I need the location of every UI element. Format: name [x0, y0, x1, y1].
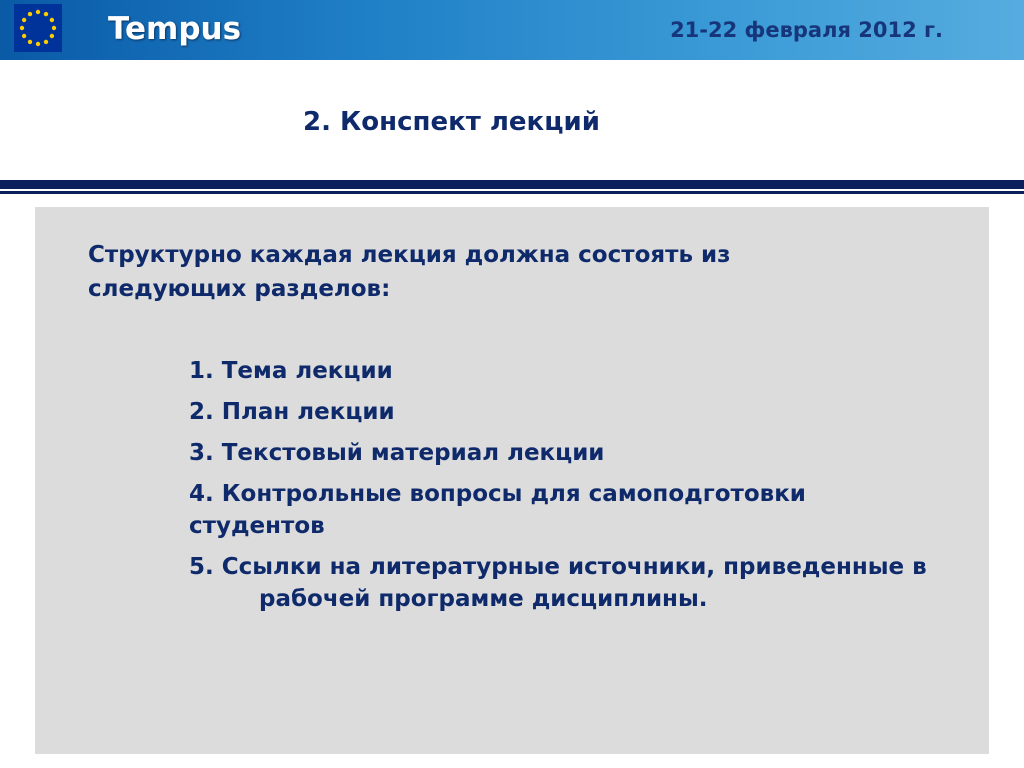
slide-title: 2. Конспект лекций: [303, 107, 600, 137]
content-panel: [35, 207, 989, 754]
date-label: 21-22 февраля 2012 г.: [670, 18, 943, 42]
list-item: [189, 551, 929, 615]
list-item: 2. План лекции: [189, 399, 395, 425]
divider-thin: [0, 191, 1024, 194]
header-banner: [0, 0, 1024, 60]
list-item: 3. Текстовый материал лекции: [189, 440, 605, 466]
list-item-part: рабочей программе дисциплины.: [259, 586, 708, 612]
tempus-logo: Tempus: [108, 11, 242, 47]
sections-list: [189, 355, 929, 624]
divider-thick: [0, 180, 1024, 189]
list-item: 4. Контрольные вопросы для самоподготовки студентов: [189, 481, 806, 539]
list-item: 1. Тема лекции: [189, 358, 393, 384]
list-item-part: 5. Ссылки на литературные источники, приведенные в: [189, 554, 927, 580]
intro-text: Структурно каждая лекция должна состоять из следующих разделов:: [88, 242, 731, 302]
eu-flag-icon: [14, 4, 62, 52]
